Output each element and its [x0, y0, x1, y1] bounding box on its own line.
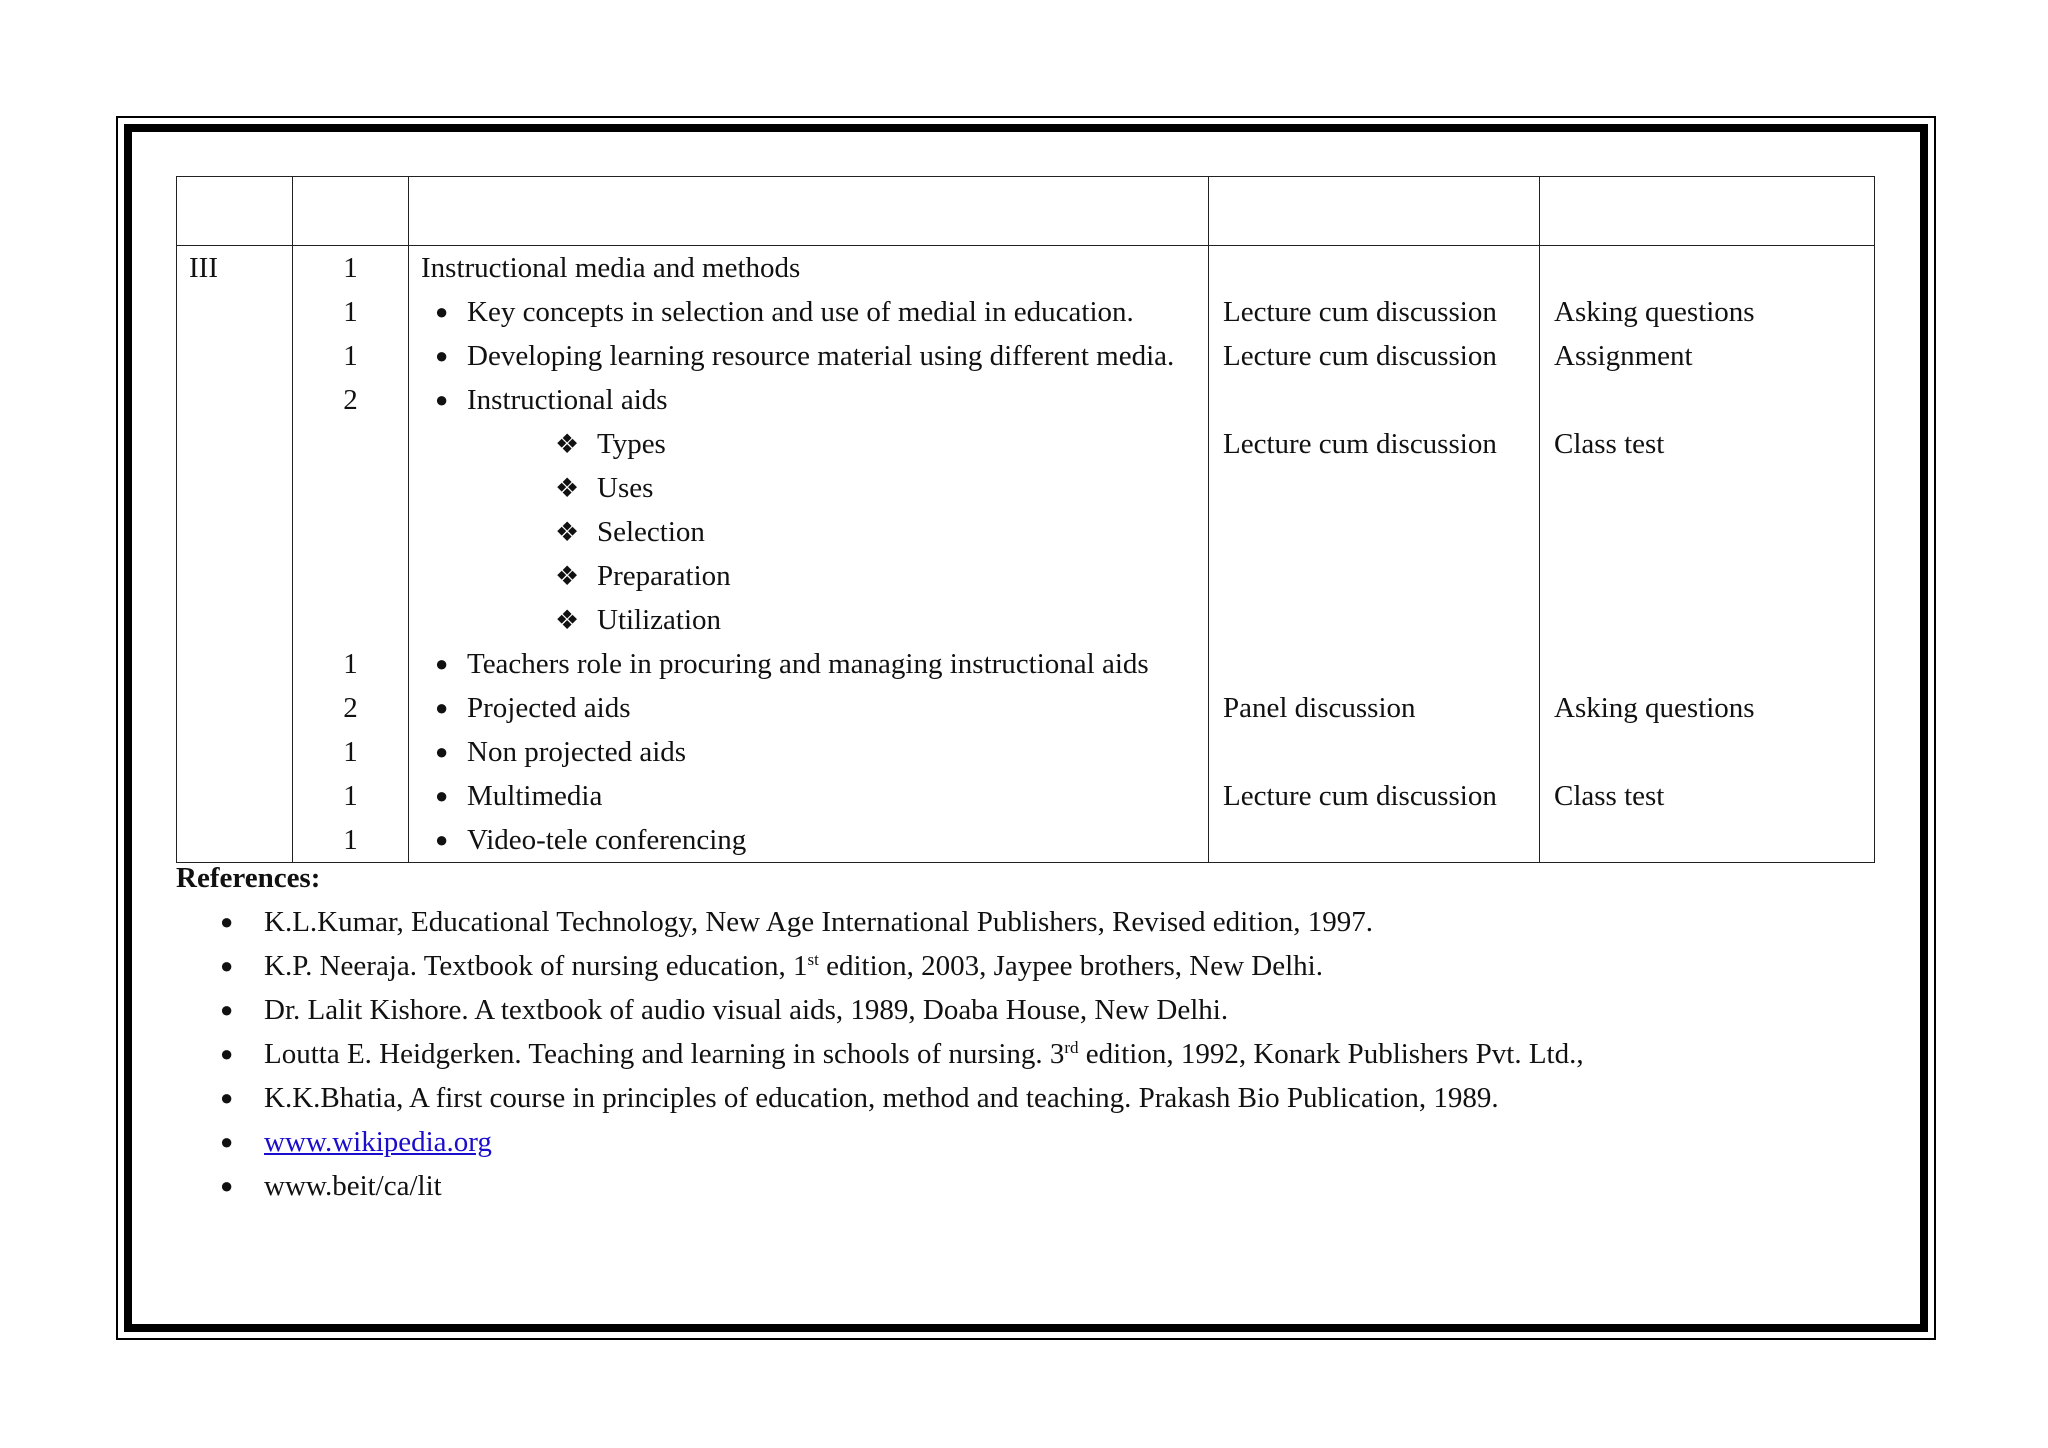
evaluation-value: [1540, 598, 1874, 642]
method-value: Lecture cum discussion: [1223, 780, 1497, 812]
reference-item: ● K.L.Kumar, Educational Technology, New Age International Publishers, Revised edition, 1997.: [176, 900, 1876, 944]
method-value: [1209, 378, 1539, 422]
content-subitem: ❖ Utilization: [409, 598, 1208, 642]
syllabus-table: [176, 176, 1875, 863]
content-item: ● Non projected aids: [409, 730, 1208, 774]
content-subitem: ❖ Selection: [409, 510, 1208, 554]
method-value: [1209, 466, 1539, 510]
unit-cell: [177, 246, 293, 863]
bullet-icon: ●: [435, 739, 449, 764]
content-item: ● Video-tele conferencing: [409, 818, 1208, 862]
table-header-row: [177, 177, 1875, 246]
method-cell: [1209, 246, 1540, 863]
bullet-icon: ●: [220, 997, 234, 1022]
hours-value: [293, 598, 408, 642]
hours-value: 1: [343, 824, 358, 856]
content-subitem: ❖ Preparation: [409, 554, 1208, 598]
method-value: [1209, 642, 1539, 686]
bullet-icon: ●: [435, 827, 449, 852]
diamond-bullet-icon: ❖: [555, 429, 580, 459]
unit-number: III: [189, 252, 218, 284]
evaluation-value: [1540, 378, 1874, 422]
bullet-icon: ●: [435, 299, 449, 324]
evaluation-value: [1540, 642, 1874, 686]
bullet-icon: ●: [220, 1129, 234, 1154]
bullet-icon: ●: [435, 343, 449, 368]
content-item: ● Developing learning resource material using different media.: [409, 334, 1208, 378]
bullet-icon: ●: [435, 695, 449, 720]
diamond-bullet-icon: ❖: [555, 517, 580, 547]
reference-item: ● Dr. Lalit Kishore. A textbook of audio visual aids, 1989, Doaba House, New Delhi.: [176, 988, 1876, 1032]
method-value: [1209, 510, 1539, 554]
method-value: [1209, 598, 1539, 642]
hours-value: 1: [343, 340, 358, 372]
content-item: ● Teachers role in procuring and managing instructional aids: [409, 642, 1208, 686]
hours-value: [293, 554, 408, 598]
method-value: [1209, 730, 1539, 774]
header-cell-evaluation: [1540, 177, 1875, 246]
evaluation-value: [1540, 466, 1874, 510]
method-value: Lecture cum discussion: [1223, 296, 1497, 328]
content-cell: [409, 246, 1209, 863]
table-row: [177, 246, 1875, 863]
hours-value: 1: [343, 252, 358, 284]
reference-item: [176, 1120, 1876, 1164]
method-value: Lecture cum discussion: [1223, 340, 1497, 372]
hours-value: [293, 466, 408, 510]
bullet-icon: ●: [220, 1173, 234, 1198]
bullet-icon: ●: [435, 387, 449, 412]
hours-value: 2: [343, 384, 358, 416]
method-value: [1209, 554, 1539, 598]
content-item: ● Multimedia: [409, 774, 1208, 818]
header-cell-unit: [177, 177, 293, 246]
evaluation-value: [1540, 510, 1874, 554]
content-subitem: ❖ Types: [409, 422, 1208, 466]
content-subitem: ❖ Uses: [409, 466, 1208, 510]
hours-value: 1: [343, 648, 358, 680]
method-value: [1209, 246, 1539, 290]
bullet-icon: ●: [220, 1041, 234, 1066]
reference-item: ● www.beit/ca/lit: [176, 1164, 1876, 1208]
header-cell-content: [409, 177, 1209, 246]
bullet-icon: ●: [435, 651, 449, 676]
content-title: Instructional media and methods: [421, 252, 801, 284]
bullet-icon: ●: [435, 783, 449, 808]
method-value: Panel discussion: [1223, 692, 1416, 724]
references-heading: References:: [176, 862, 321, 894]
evaluation-value: Asking questions: [1554, 692, 1755, 724]
evaluation-value: Assignment: [1554, 340, 1693, 372]
header-cell-method: [1209, 177, 1540, 246]
content-item: ● Key concepts in selection and use of medial in education.: [409, 290, 1208, 334]
references-section: [176, 856, 1876, 1208]
wikipedia-link[interactable]: www.wikipedia.org: [264, 1126, 492, 1158]
evaluation-value: Class test: [1554, 780, 1665, 812]
header-cell-hours: [293, 177, 409, 246]
evaluation-value: [1540, 246, 1874, 290]
reference-item: ● K.P. Neeraja. Textbook of nursing education, 1st edition, 2003, Jaypee brothers, New Delhi.: [176, 944, 1876, 988]
content-item: ● Instructional aids: [409, 378, 1208, 422]
hours-value: [293, 422, 408, 466]
hours-value: 1: [343, 780, 358, 812]
hours-value: 1: [343, 736, 358, 768]
bullet-icon: ●: [220, 953, 234, 978]
evaluation-value: [1540, 730, 1874, 774]
content-item: ● Projected aids: [409, 686, 1208, 730]
bullet-icon: ●: [220, 909, 234, 934]
hours-value: 2: [343, 692, 358, 724]
evaluation-value: Class test: [1554, 428, 1665, 460]
hours-cell: [293, 246, 409, 863]
evaluation-cell: [1540, 246, 1875, 863]
hours-value: [293, 510, 408, 554]
references-list: [176, 900, 1876, 1208]
method-value: Lecture cum discussion: [1223, 428, 1497, 460]
reference-item: ● Loutta E. Heidgerken. Teaching and learning in schools of nursing. 3rd edition, 1992, Konark Publishers Pvt. Ltd.,: [176, 1032, 1876, 1076]
hours-value: 1: [343, 296, 358, 328]
diamond-bullet-icon: ❖: [555, 473, 580, 503]
bullet-icon: ●: [220, 1085, 234, 1110]
evaluation-value: Asking questions: [1554, 296, 1755, 328]
reference-item: ● K.K.Bhatia, A first course in principles of education, method and teaching. Prakash Bio Publication, 1989.: [176, 1076, 1876, 1120]
evaluation-value: [1540, 554, 1874, 598]
diamond-bullet-icon: ❖: [555, 605, 580, 635]
diamond-bullet-icon: ❖: [555, 561, 580, 591]
